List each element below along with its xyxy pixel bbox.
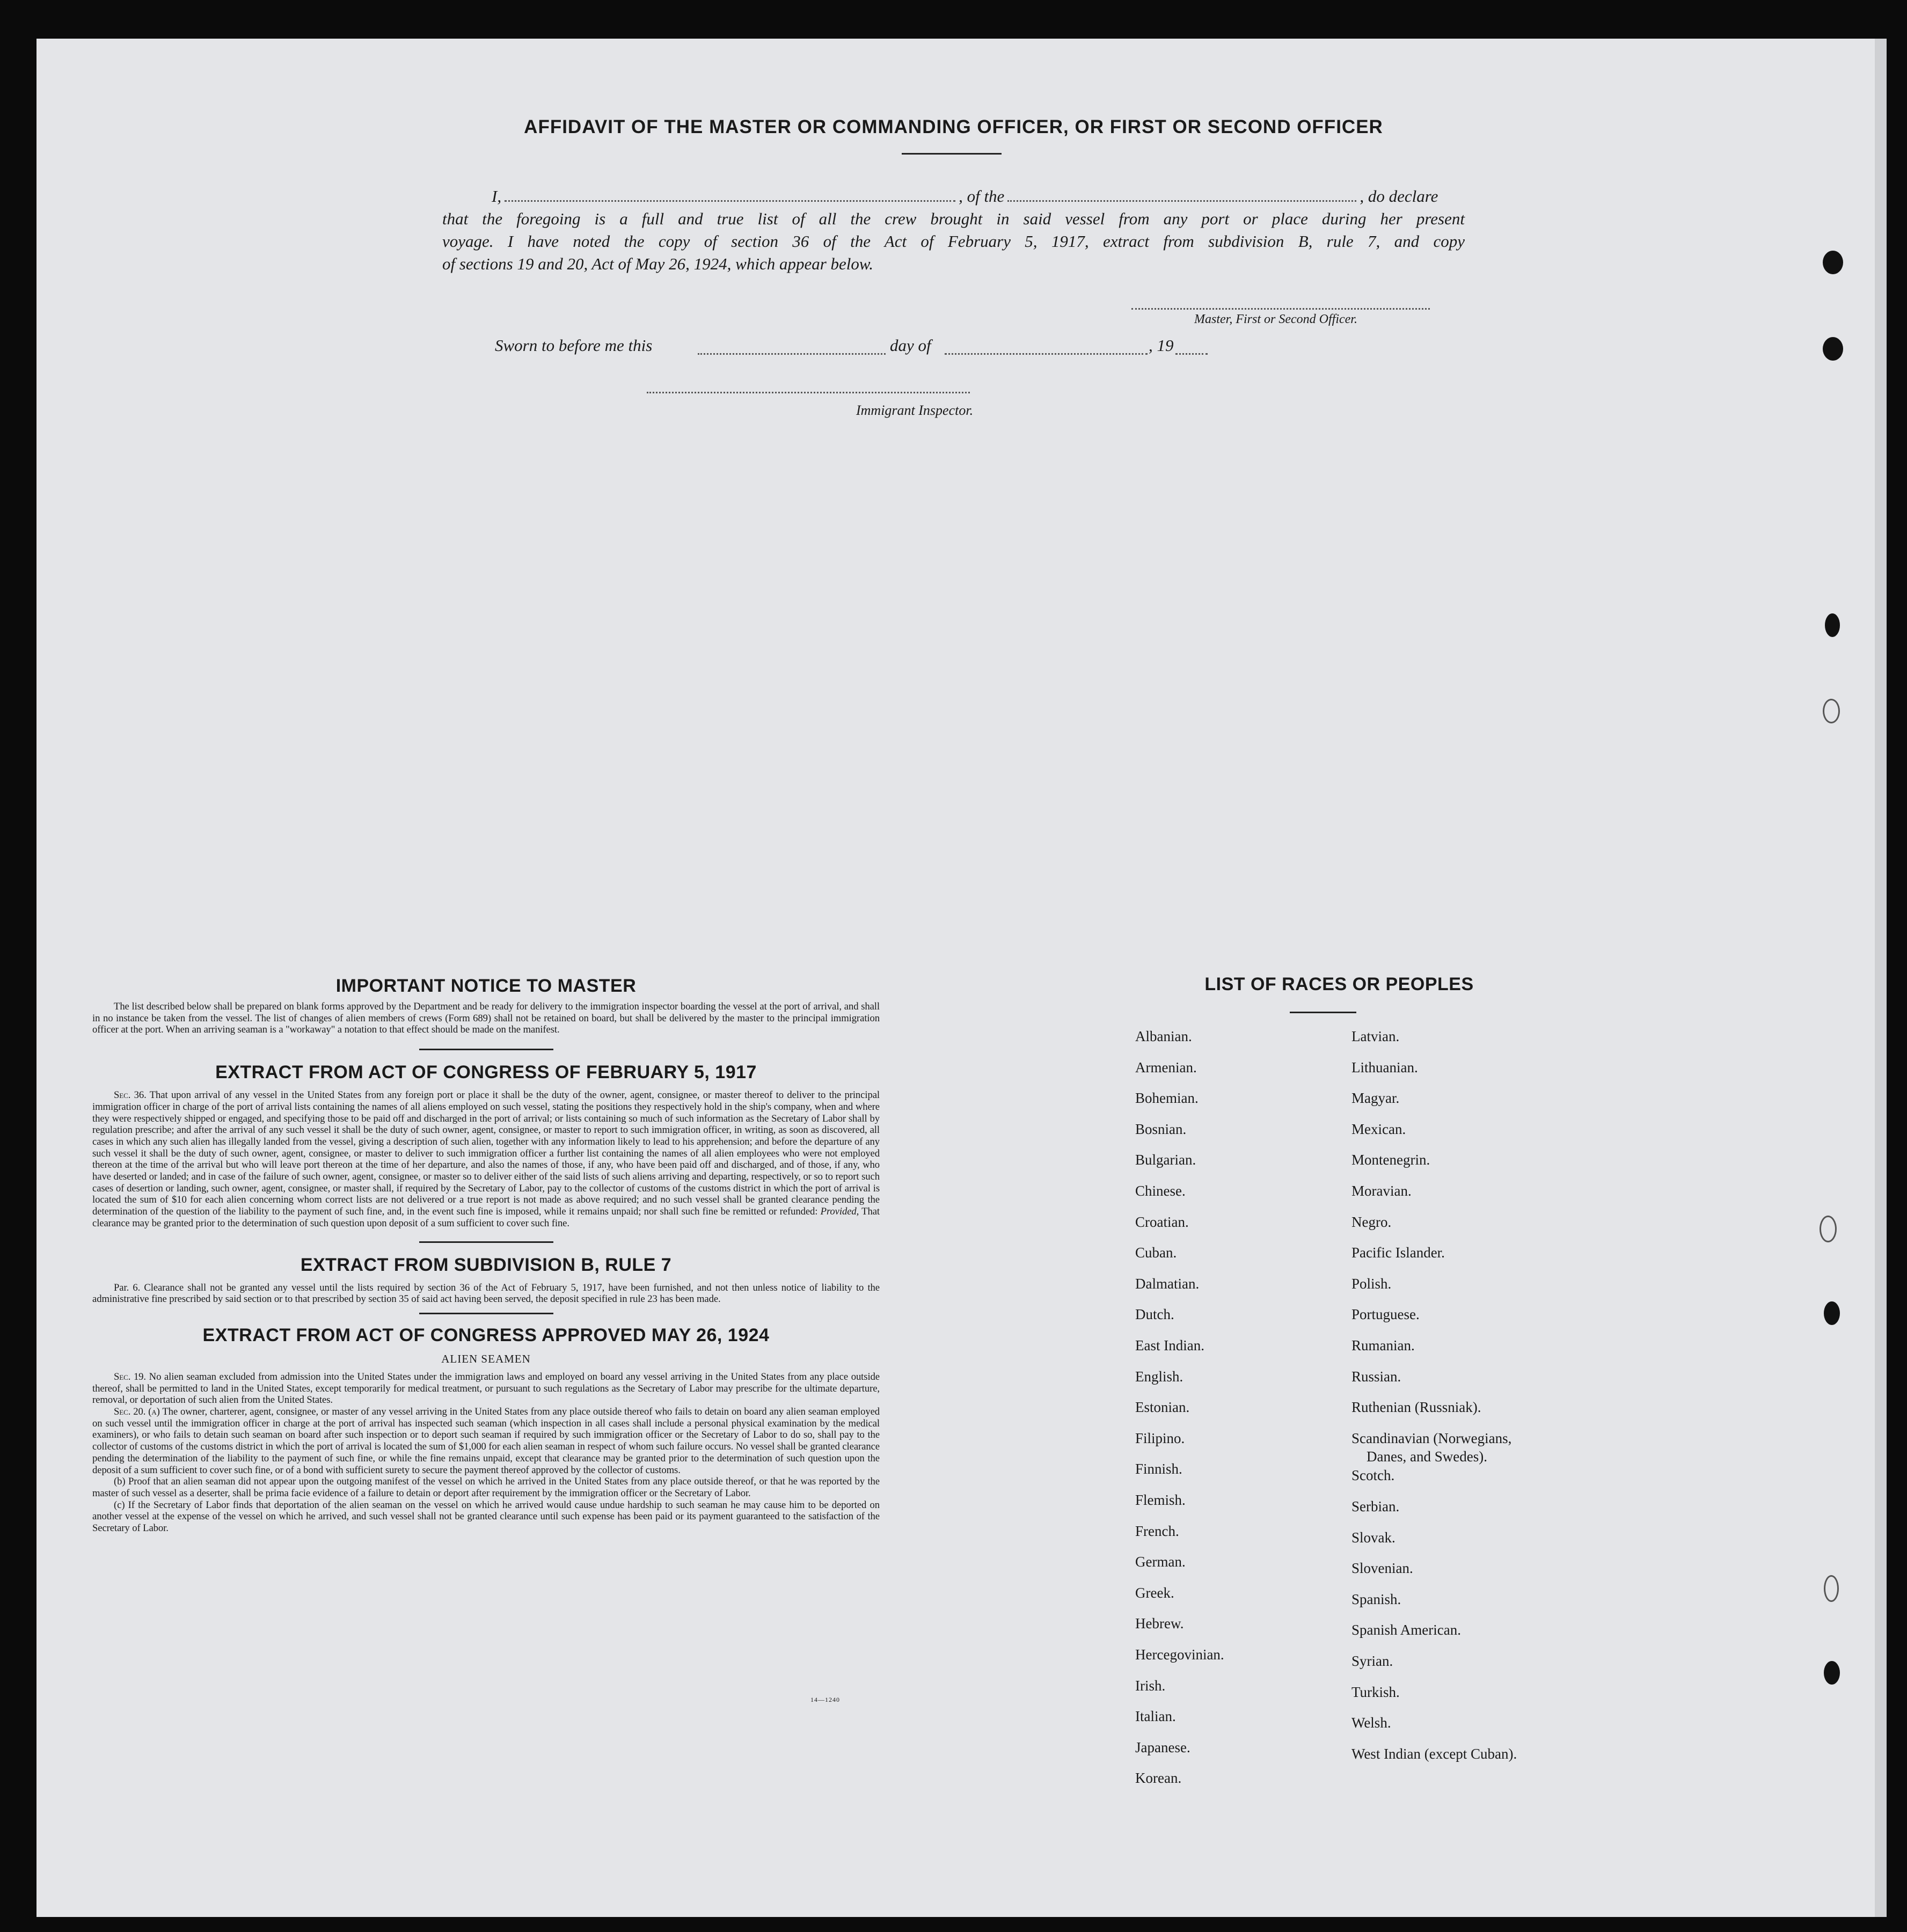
race-item: Welsh.	[1351, 1715, 1391, 1731]
race-item: Portuguese.	[1351, 1306, 1420, 1323]
form-number: 14—1240	[810, 1696, 840, 1703]
race-item: Scandinavian (Norwegians,	[1351, 1430, 1512, 1446]
sec-36-body: That upon arrival of any vessel in the United States from any foreign port or place it shall be the duty of the owner, agent, consignee, or master thereof to deliver to the principal immigration officer in charge of the port of arrival lists containing the names of all aliens employed on such vessel, stating the positions they respectively hold in the ship's company, when and where they were respectively shipped or engaged, and specifying those to be paid off and discharged in the port of arrival; or lists containing so much of such information as the Secretary of Labor shall by regulation prescribe; and after the arrival of any such vessel it shall be the duty of such owner, agent, consignee, or master to report to such immigration officer, in writing, as soon as discovered, all cases in which any such alien has illegally landed from the vessel, giving a description of such alien, together with any information likely to lead to his apprehension; and before the departure of any such vessel it shall be the duty of such owner, agent, consignee, or master to deliver to such immigration officer a further list containing the names of all alien employees who were not employed thereon at the time of the arrival but who will leave port thereon at the time of her departure, and also the names of those, if any, who have been paid off and discharged, and of those, if any, who have deserted or landed; and in case of the failure of such owner, agent, consignee, or master so to deliver either of the said lists of such aliens arriving and departing, respectively, or so to report such cases of desertion or landing, such owner, agent, consignee, or master shall, if required by the Secretary of Labor, pay to the collector of customs of the customs district in which the port of arrival is located the sum of $10 for each alien concerning whom correct lists are not delivered or a true report is not made as above required; and no such vessel shall be granted clearance pending the determination of the question of the liability to the payment of such fine, and, in the event such fine is imposed, while it remains unpaid; nor shall such fine be remitted or refunded:	[92, 1089, 880, 1218]
punch-hole	[1824, 1301, 1840, 1325]
day-of-label: day of	[890, 336, 931, 355]
race-item: Italian.	[1135, 1708, 1176, 1725]
notice-text: The list described below shall be prepared on blank forms approved by the Department and be ready for delivery to the immigration inspector boarding the vessel at the port of arrival, and shall in no instance be taken from the vessel. The list of changes of alien members of crews (Form 689) shall not be retained on board, but shall be delivered by the master to the principal immigration officer at the port. When an arriving seaman is a "workaway" a notation to that effect should be made on the manifest.	[92, 1001, 880, 1036]
race-item: Magyar.	[1351, 1090, 1400, 1107]
title-divider	[902, 153, 1002, 155]
divider	[419, 1313, 553, 1314]
affidavit-line-1	[442, 185, 1465, 208]
punch-hole	[1824, 1575, 1839, 1602]
race-item: Cuban.	[1135, 1245, 1177, 1261]
extract-1917-title: EXTRACT FROM ACT OF CONGRESS OF FEBRUARY 5, 1917	[215, 1062, 757, 1083]
sworn-year-field[interactable]	[1175, 353, 1208, 355]
punch-hole	[1823, 699, 1840, 723]
race-item: West Indian (except Cuban).	[1351, 1745, 1517, 1762]
sec-36-label: Sec. 36.	[114, 1089, 147, 1101]
race-item: English.	[1135, 1368, 1183, 1385]
race-item: Finnish.	[1135, 1461, 1182, 1477]
sworn-day-field[interactable]	[698, 353, 886, 355]
race-item: Japanese.	[1135, 1739, 1190, 1755]
race-item: Croatian.	[1135, 1213, 1189, 1230]
punch-hole	[1824, 1661, 1840, 1685]
do-declare-label: , do declare	[1360, 187, 1438, 206]
master-signature-line[interactable]	[1131, 308, 1430, 310]
race-item: Scotch.	[1351, 1467, 1395, 1484]
race-item: Lithuanian.	[1351, 1059, 1418, 1075]
affidavit-title: AFFIDAVIT OF THE MASTER OR COMMANDING OFFICER, OR FIRST OR SECOND OFFICER	[524, 116, 1383, 137]
race-item: Slovak.	[1351, 1529, 1395, 1546]
sec-36-end: That clearance may be granted prior to the determination of such question upon deposit of a sum sufficient to cover such fine.	[92, 1206, 880, 1229]
race-item: Polish.	[1351, 1275, 1392, 1292]
race-item: Pacific Islander.	[1351, 1245, 1445, 1261]
sworn-month-field[interactable]	[945, 353, 1148, 355]
race-item: Montenegrin.	[1351, 1152, 1430, 1168]
race-item: Danes, and Swedes).	[1367, 1448, 1487, 1465]
race-item: Armenian.	[1135, 1059, 1197, 1075]
sec-20-body: The owner, charterer, agent, consignee, or master of any vessel arriving in the United States from any place outside thereof who fails to detain on board any alien seaman employed on such vessel until the immigration officer in charge at the port of arrival has inspected such seaman (which inspection in all cases shall include a personal physical examination by the medical examiners), or who fails to detain such seaman on board after such inspection or to deport such seaman if required by such immigration officer or the Secretary of Labor to do so, shall pay to the collector of customs of the customs district in which the port of arrival is located the sum of $1,000 for each alien seaman in respect of whom such failure occurs. No vessel shall be granted clearance pending the determination of the liability to the payment of such fine, or while the fine remains unpaid, except that clearance may be granted prior to the determination of such question upon the deposit of a sum sufficient to cover such fine, or of a bond with sufficient surety to secure the payment thereof approved by the collector of customs.	[92, 1406, 880, 1476]
race-item: Spanish.	[1351, 1591, 1401, 1607]
race-item: French.	[1135, 1523, 1179, 1539]
race-item: Latvian.	[1351, 1028, 1400, 1044]
punch-hole	[1823, 337, 1843, 361]
of-the-label: , of the	[959, 187, 1005, 206]
sec-19-body: No alien seaman excluded from admission into the United States under the immigration laws and employed on board any vessel arriving in the United States from any place outside thereof, shall be permitted to land in the United States, except temporarily for medical treatment, or pursuant to such regulations as the Secretary of Labor may prescribe for the ultimate departure, removal, or deportation of such alien from the United States.	[92, 1371, 880, 1406]
sec-20-text	[92, 1406, 880, 1476]
races-title: LIST OF RACES OR PEOPLES	[1204, 974, 1474, 994]
race-item: Bosnian.	[1135, 1121, 1187, 1137]
race-item: Bulgarian.	[1135, 1152, 1196, 1168]
page-edge	[1875, 39, 1887, 1917]
race-item: Filipino.	[1135, 1430, 1185, 1446]
divider	[419, 1049, 553, 1050]
race-item: German.	[1135, 1554, 1186, 1570]
race-item: Estonian.	[1135, 1399, 1190, 1416]
vessel-name-field[interactable]	[1007, 200, 1356, 202]
race-item: Rumanian.	[1351, 1337, 1415, 1353]
punch-hole	[1820, 1216, 1837, 1242]
race-item: Dalmatian.	[1135, 1275, 1200, 1292]
race-item: Hercegovinian.	[1135, 1646, 1224, 1663]
race-item: Russian.	[1351, 1368, 1401, 1385]
extract-rule7-title: EXTRACT FROM SUBDIVISION B, RULE 7	[300, 1254, 672, 1275]
punch-hole	[1825, 613, 1840, 637]
race-item: Syrian.	[1351, 1653, 1393, 1669]
affidavit-body	[442, 185, 1465, 275]
race-item: Albanian.	[1135, 1028, 1192, 1044]
divider	[419, 1241, 553, 1243]
sec-19-label: Sec. 19.	[114, 1371, 146, 1382]
race-item: Bohemian.	[1135, 1090, 1199, 1107]
race-item: Serbian.	[1351, 1498, 1400, 1514]
race-item: Moravian.	[1351, 1183, 1412, 1199]
race-item: Chinese.	[1135, 1183, 1186, 1199]
sec-20-c-text: (c) If the Secretary of Labor finds that deportation of the alien seaman on the vessel on which he arrived would cause undue hardship to such seaman he may cause him to be deported on another vessel at the expense of the vessel on which he arrived, and such vessel shall not be granted clearance until such expense has been paid or its payment guaranteed to the satisfaction of the Secretary of Labor.	[92, 1499, 880, 1534]
i-label: I,	[492, 187, 502, 206]
sec-19-text	[92, 1371, 880, 1406]
race-item: Ruthenian (Russniak).	[1351, 1399, 1481, 1416]
race-item: Hebrew.	[1135, 1615, 1184, 1632]
race-item: Mexican.	[1351, 1121, 1406, 1137]
year-label: , 19	[1149, 336, 1174, 355]
punch-hole	[1823, 251, 1843, 274]
extract-1917-text	[92, 1089, 880, 1229]
notice-column	[92, 976, 880, 1534]
inspector-label: Immigrant Inspector.	[856, 402, 974, 418]
extract-1924-title: EXTRACT FROM ACT OF CONGRESS APPROVED MAY 26, 1924	[202, 1324, 770, 1345]
race-item: Negro.	[1351, 1213, 1392, 1230]
race-item: Turkish.	[1351, 1684, 1400, 1700]
race-item: Flemish.	[1135, 1492, 1186, 1508]
race-item: Spanish American.	[1351, 1622, 1461, 1638]
sworn-label: Sworn to before me this	[495, 336, 653, 355]
races-title-divider	[1290, 1012, 1356, 1013]
race-item: Greek.	[1135, 1584, 1174, 1601]
race-item: Irish.	[1135, 1677, 1166, 1694]
alien-seamen-subtitle: ALIEN SEAMEN	[441, 1352, 531, 1365]
master-signature-label: Master, First or Second Officer.	[1194, 312, 1357, 326]
extract-rule7-text: Par. 6. Clearance shall not be granted any vessel until the lists required by section 36 of the Act of February 5, 1917, have been furnished, and not then unless notice of liability to the administrative fine prescribed by said section or to that prescribed by section 35 of said act having been served, the deposit specified in rule 23 has been made.	[92, 1282, 880, 1305]
sec-20-b-text: (b) Proof that an alien seaman did not appear upon the outgoing manifest of the vessel on which he arrived in the United States from any place outside thereof, or that he was reported by the master of such vessel as a deserter, shall be prima facie evidence of a failure to detain or deport after requirement by the immigration officer or the Secretary of Labor.	[92, 1476, 880, 1499]
race-item: East Indian.	[1135, 1337, 1204, 1353]
notice-title: IMPORTANT NOTICE TO MASTER	[335, 976, 637, 996]
sec-20-label: Sec. 20. (a)	[114, 1406, 160, 1418]
inspector-signature-line[interactable]	[647, 392, 970, 393]
race-item: Korean.	[1135, 1770, 1182, 1787]
race-item: Slovenian.	[1351, 1560, 1413, 1577]
affidavit-line-3: voyage. I have noted the copy of section 36 of the Act of February 5, 1917, extract from subdivision B, rule 7, and copy	[442, 232, 1465, 251]
race-item: Dutch.	[1135, 1306, 1174, 1323]
affidavit-line-2: that the foregoing is a full and true list of all the crew brought in said vessel from any port or place during her present	[442, 209, 1465, 228]
master-name-field[interactable]	[505, 200, 955, 202]
provided-label: Provided,	[820, 1206, 859, 1218]
affidavit-line-4: of sections 19 and 20, Act of May 26, 1924, which appear below.	[442, 254, 874, 273]
